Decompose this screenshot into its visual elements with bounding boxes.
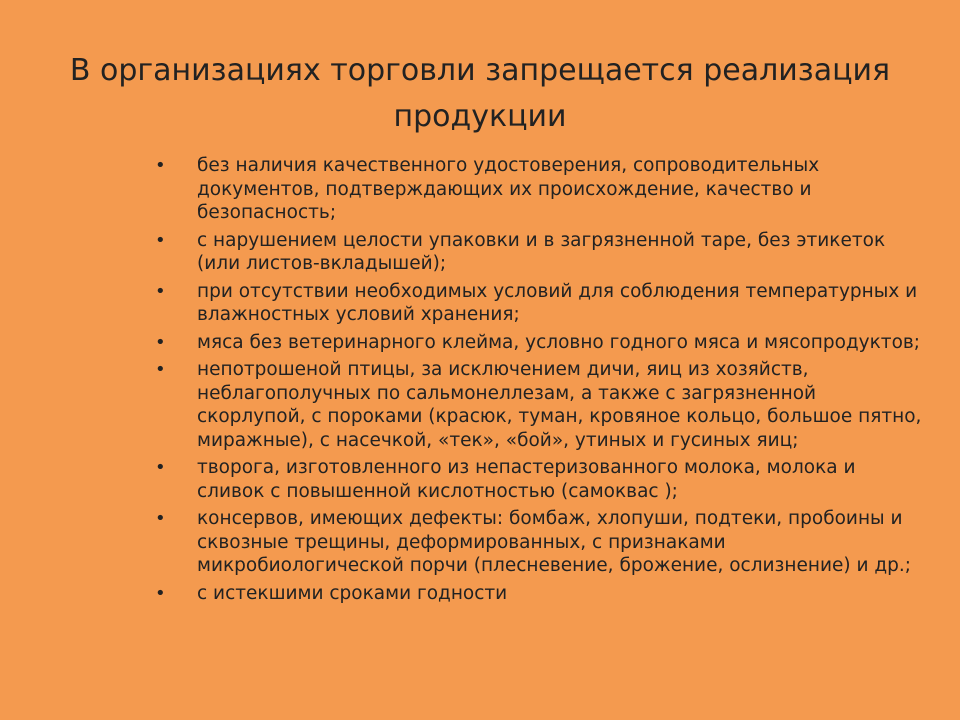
bullet-item xyxy=(155,331,925,355)
slide-title-line-1: В организациях торговли запрещается реализация xyxy=(69,53,891,88)
bullet-text: мяса без ветеринарного клейма, условно годного мяса и мясопродуктов; xyxy=(197,331,921,353)
bullet-marker: • xyxy=(155,229,166,251)
bullet-item xyxy=(155,358,925,452)
bullet-marker: • xyxy=(155,582,166,604)
bullet-text: с нарушением целости упаковки и в загрязненной таре, без этикеток (или листов-вкладышей); xyxy=(197,229,886,274)
bullet-marker: • xyxy=(155,155,166,176)
bullet-item xyxy=(155,456,925,503)
bullet-marker: • xyxy=(155,331,166,353)
bullet-marker: • xyxy=(155,508,166,529)
bullet-text: консервов, имеющих дефекты: бомбаж, хлопуши, подтеки, пробоины и сквозные трещины, деформированных, с признаками микробиологической порчи (плесневение, брожение, ослизнение) и др.; xyxy=(197,508,912,576)
bullet-marker: • xyxy=(155,280,166,302)
slide-title-line-2: продукции xyxy=(393,99,567,134)
bullet-marker: • xyxy=(155,457,166,478)
bullet-list xyxy=(155,154,925,609)
bullet-item xyxy=(155,507,925,578)
bullet-item xyxy=(155,229,925,276)
bullet-text: без наличия качественного удостоверения, сопроводительных документов, подтверждающих их происхождение, качество и безопасность; xyxy=(197,155,820,223)
bullet-marker: • xyxy=(155,359,166,380)
bullet-text: творога, изготовленного из непастеризованного молока, молока и сливок с повышенной кислотностью (самоквас ); xyxy=(197,457,856,502)
slide-title xyxy=(40,48,920,140)
bullet-item xyxy=(155,154,925,225)
bullet-text: непотрошеной птицы, за исключением дичи, яиц из хозяйств, неблагополучных по сальмонеллезам, а также с загрязненной скорлупой, с пороками (красюк, туман, кровяное кольцо, большое пятно, миражные), с насечкой, «тек», «бой», утиных и гусиных яиц; xyxy=(197,359,922,451)
bullet-text: с истекшими сроками годности xyxy=(197,582,508,604)
bullet-item xyxy=(155,280,925,327)
bullet-text: при отсутствии необходимых условий для соблюдения температурных и влажностных условий хранения; xyxy=(197,280,918,325)
bullet-item xyxy=(155,582,925,606)
